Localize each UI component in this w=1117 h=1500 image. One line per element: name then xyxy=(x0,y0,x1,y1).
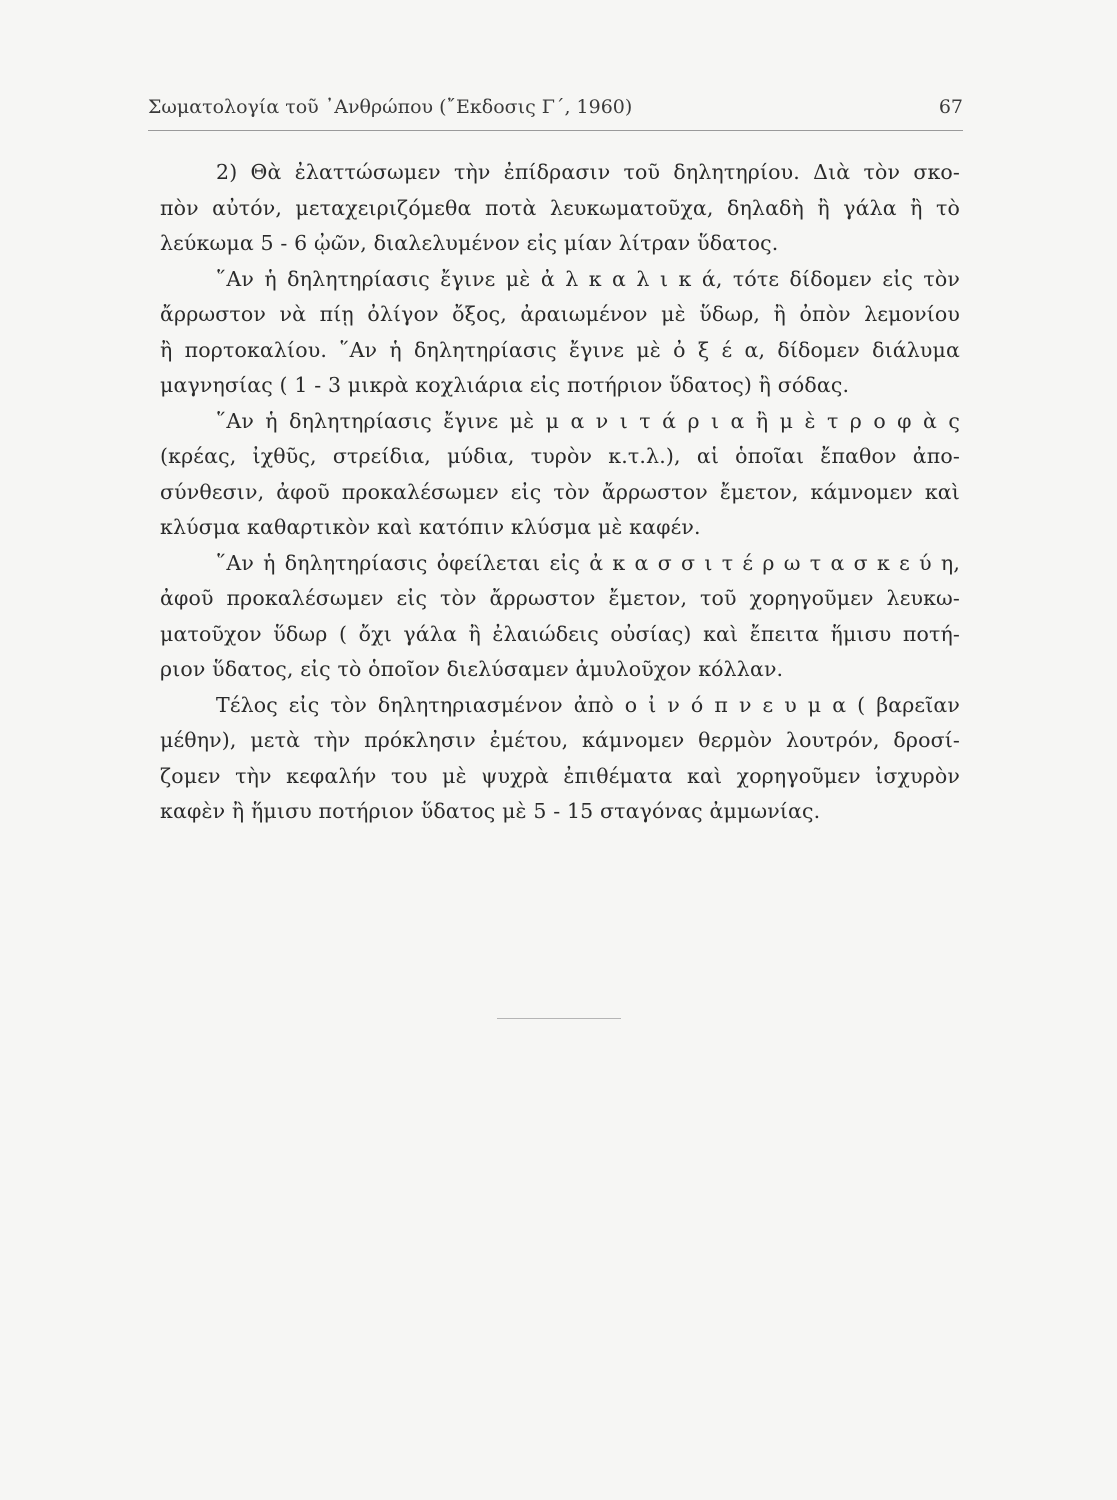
running-head xyxy=(148,96,963,122)
running-title: Σωματολογία τοῦ ᾿Ανθρώπου (῎Εκδοσις Γ΄, 1960) xyxy=(148,96,633,118)
text-line: καφὲν ἢ ἥμισυ ποτήριον ὕδατος μὲ 5 - 15 σταγόνας ἀμμωνίας. xyxy=(160,799,821,823)
text-line: μέθην), μετὰ τὴν πρόκλησιν ἐμέτου, κάμνομεν θερμὸν λουτρόν, δροσί- xyxy=(160,728,960,752)
text-line: ἄρρωστον νὰ πίῃ ὀλίγον ὄξος, ἀραιωμένον μὲ ὕδωρ, ἢ ὀπὸν λεμονίου xyxy=(160,302,960,326)
body-text xyxy=(160,155,960,830)
text-line: λεύκωμα 5 - 6 ᾠῶν, διαλελυμένον εἰς μίαν λίτραν ὕδατος. xyxy=(160,231,779,255)
text-line: ἀφοῦ προκαλέσωμεν εἰς τὸν ἄρρωστον ἔμετον, τοῦ χορηγοῦμεν λευκω- xyxy=(160,586,960,610)
text-line: 2) Θὰ ἐλαττώσωμεν τὴν ἐπίδρασιν τοῦ δηλητηρίου. Διὰ τὸν σκο- xyxy=(216,160,960,184)
text-line: πὸν αὐτόν, μεταχειριζόμεθα ποτὰ λευκωματοῦχα, δηλαδὴ ἢ γάλα ἢ τὸ xyxy=(160,195,960,220)
section-end-rule xyxy=(497,1018,621,1019)
text-line: ζομεν τὴν κεφαλήν του μὲ ψυχρὰ ἐπιθέματα καὶ χορηγοῦμεν ἰσχυρὸν xyxy=(160,763,960,788)
text-line: ἢ πορτοκαλίου. ῞Αν ἡ δηλητηρίασις ἔγινε μὲ ὀ ξ έ α, δίδομεν διάλυμα xyxy=(160,337,960,362)
text-line: μαγνησίας ( 1 - 3 μικρὰ κοχλιάρια εἰς ποτήριον ὕδατος) ἢ σόδας. xyxy=(160,373,850,397)
page-number: 67 xyxy=(938,96,963,118)
text-line: ῞Αν ἡ δηλητηρίασις ἔγινε μὲ μ α ν ι τ ά ρ ι α ἢ μ ὲ τ ρ ο φ ὰ ς xyxy=(216,408,960,433)
text-line: (κρέας, ἰχθῦς, στρείδια, μύδια, τυρὸν κ.τ.λ.), αἱ ὁποῖαι ἔπαθον ἀπο- xyxy=(160,444,960,468)
text-line: ματοῦχον ὕδωρ ( ὄχι γάλα ἢ ἐλαιώδεις οὐσίας) καὶ ἔπειτα ἥμισυ ποτή- xyxy=(160,621,960,646)
text-line: ῞Αν ἡ δηλητηρίασις ἔγινε μὲ ἀ λ κ α λ ι κ ά, τότε δίδομεν εἰς τὸν xyxy=(216,266,960,291)
text-line: κλύσμα καθαρτικὸν καὶ κατόπιν κλύσμα μὲ καφέν. xyxy=(160,515,701,539)
header-divider xyxy=(148,130,963,131)
text-line: ῞Αν ἡ δηλητηρίασις ὀφείλεται εἰς ἀ κ α σ σ ι τ έ ρ ω τ α σ κ ε ύ η, xyxy=(216,550,960,575)
text-line: Τέλος εἰς τὸν δηλητηριασμένον ἀπὸ ο ἰ ν ό π ν ε υ μ α ( βαρεῖαν xyxy=(216,692,960,717)
text-line: ριον ὕδατος, εἰς τὸ ὁποῖον διελύσαμεν ἀμυλοῦχον κόλλαν. xyxy=(160,657,784,681)
text-line: σύνθεσιν, ἀφοῦ προκαλέσωμεν εἰς τὸν ἄρρωστον ἔμετον, κάμνομεν καὶ xyxy=(160,479,960,504)
